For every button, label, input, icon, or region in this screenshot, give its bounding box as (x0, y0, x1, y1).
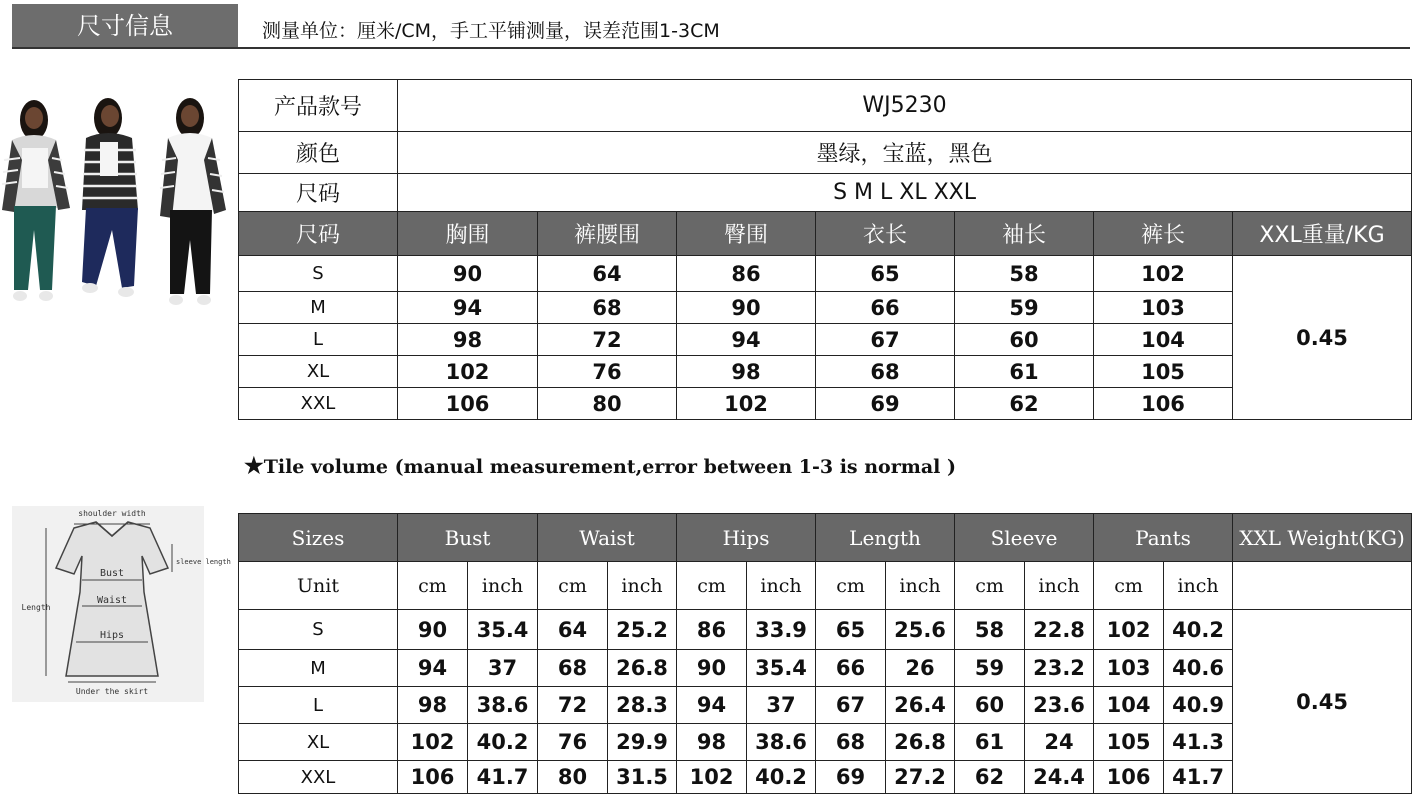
cn-size-table (238, 79, 1412, 420)
value-cell: 35.4 (468, 610, 538, 650)
cn-header-cell: 尺码 (239, 212, 398, 256)
size-cell: L (239, 687, 398, 724)
value-cell: 65 (816, 256, 955, 292)
value-cell: 60 (955, 324, 1094, 356)
value-cell: 29.9 (608, 724, 677, 761)
size-cell: S (239, 610, 398, 650)
color-label: 颜色 (239, 132, 398, 174)
value-cell: 64 (538, 256, 677, 292)
unit-cm: cm (677, 562, 747, 610)
value-cell: 72 (538, 687, 608, 724)
product-photo (0, 90, 232, 320)
product-code-value: WJ5230 (398, 80, 1412, 132)
weight-cell: 0.45 (1233, 256, 1412, 420)
value-cell: 98 (677, 724, 747, 761)
value-cell: 90 (398, 610, 468, 650)
value-cell: 41.7 (1164, 761, 1233, 794)
value-cell: 67 (816, 324, 955, 356)
value-cell: 69 (816, 761, 886, 794)
size-cell: XXL (239, 761, 398, 794)
size-label: 尺码 (239, 174, 398, 212)
value-cell: 103 (1094, 292, 1233, 324)
value-cell: 40.9 (1164, 687, 1233, 724)
weight-cell: 0.45 (1233, 610, 1412, 794)
unit-cm: cm (538, 562, 608, 610)
value-cell: 66 (816, 292, 955, 324)
en-header-cell: XXL Weight(KG) (1233, 514, 1412, 562)
value-cell: 23.6 (1025, 687, 1094, 724)
value-cell: 106 (398, 388, 538, 420)
table-row (239, 610, 1412, 650)
value-cell: 27.2 (886, 761, 955, 794)
en-header-cell: Hips (677, 514, 816, 562)
unit-inch: inch (747, 562, 816, 610)
value-cell: 98 (677, 356, 816, 388)
size-cell: XL (239, 356, 398, 388)
value-cell: 80 (538, 761, 608, 794)
value-cell: 86 (677, 610, 747, 650)
value-cell: 38.6 (747, 724, 816, 761)
size-cell: M (239, 292, 398, 324)
value-cell: 102 (398, 356, 538, 388)
unit-row (239, 562, 1412, 610)
size-cell: XXL (239, 388, 398, 420)
row-size-list (239, 174, 1412, 212)
english-note (244, 453, 956, 479)
value-cell: 68 (538, 292, 677, 324)
measurement-diagram (12, 506, 231, 702)
model-blue (82, 98, 138, 297)
value-cell: 90 (677, 650, 747, 687)
unit-inch: inch (608, 562, 677, 610)
diagram-label-bust: Bust (99, 568, 125, 579)
cn-header-cell: 臀围 (677, 212, 816, 256)
model-green (2, 100, 70, 301)
value-cell: 105 (1094, 356, 1233, 388)
value-cell: 106 (1094, 761, 1164, 794)
value-cell: 94 (677, 687, 747, 724)
diagram-label-sleeve: sleeve length (176, 558, 231, 566)
row-product-code (239, 80, 1412, 132)
value-cell: 40.2 (747, 761, 816, 794)
value-cell: 104 (1094, 687, 1164, 724)
diagram-label-shoulder: shoulder width (78, 509, 146, 518)
row-color (239, 132, 1412, 174)
unit-cm: cm (816, 562, 886, 610)
cn-header-row (239, 212, 1412, 256)
value-cell: 102 (677, 761, 747, 794)
value-cell: 105 (1094, 724, 1164, 761)
product-code-label: 产品款号 (239, 80, 398, 132)
value-cell: 23.2 (1025, 650, 1094, 687)
diagram-label-hips: Hips (99, 630, 125, 641)
header-divider (12, 47, 1410, 49)
value-cell: 62 (955, 388, 1094, 420)
value-cell: 26.4 (886, 687, 955, 724)
value-cell: 98 (398, 324, 538, 356)
unit-label: Unit (239, 562, 398, 610)
value-cell: 102 (1094, 610, 1164, 650)
value-cell: 40.2 (468, 724, 538, 761)
value-cell: 102 (677, 388, 816, 420)
value-cell: 58 (955, 256, 1094, 292)
en-header-cell: Sleeve (955, 514, 1094, 562)
value-cell: 76 (538, 724, 608, 761)
value-cell: 59 (955, 292, 1094, 324)
value-cell: 72 (538, 324, 677, 356)
value-cell: 62 (955, 761, 1025, 794)
cn-header-cell: XXL重量/KG (1233, 212, 1412, 256)
value-cell: 67 (816, 687, 886, 724)
value-cell: 25.6 (886, 610, 955, 650)
value-cell: 61 (955, 724, 1025, 761)
value-cell: 31.5 (608, 761, 677, 794)
value-cell: 59 (955, 650, 1025, 687)
value-cell: 24.4 (1025, 761, 1094, 794)
model-black (160, 98, 226, 305)
en-header-row (239, 514, 1412, 562)
value-cell: 37 (468, 650, 538, 687)
value-cell: 106 (1094, 388, 1233, 420)
value-cell: 94 (398, 292, 538, 324)
color-value: 墨绿，宝蓝，黑色 (398, 132, 1412, 174)
star-icon: ★ (244, 453, 264, 479)
value-cell: 40.6 (1164, 650, 1233, 687)
unit-inch: inch (886, 562, 955, 610)
value-cell: 35.4 (747, 650, 816, 687)
value-cell: 98 (398, 687, 468, 724)
value-cell: 38.6 (468, 687, 538, 724)
diagram-label-length: Length (21, 603, 51, 612)
unit-inch: inch (468, 562, 538, 610)
measurement-note: 测量单位：厘米/CM，手工平铺测量，误差范围1-3CM (262, 20, 720, 42)
value-cell: 90 (398, 256, 538, 292)
value-cell: 103 (1094, 650, 1164, 687)
value-cell: 25.2 (608, 610, 677, 650)
value-cell: 60 (955, 687, 1025, 724)
value-cell: 68 (816, 724, 886, 761)
value-cell: 65 (816, 610, 886, 650)
table-row (239, 256, 1412, 292)
value-cell: 94 (677, 324, 816, 356)
cn-header-cell: 袖长 (955, 212, 1094, 256)
value-cell: 37 (747, 687, 816, 724)
diagram-label-under: Under the skirt (75, 687, 149, 696)
size-cell: S (239, 256, 398, 292)
value-cell: 28.3 (608, 687, 677, 724)
unit-cm: cm (955, 562, 1025, 610)
size-cell: L (239, 324, 398, 356)
size-cell: M (239, 650, 398, 687)
unit-cm: cm (1094, 562, 1164, 610)
value-cell: 24 (1025, 724, 1094, 761)
size-value: S M L XL XXL (398, 174, 1412, 212)
value-cell: 41.7 (468, 761, 538, 794)
value-cell: 26 (886, 650, 955, 687)
en-header-cell: Sizes (239, 514, 398, 562)
unit-cm: cm (398, 562, 468, 610)
unit-empty (1233, 562, 1412, 610)
value-cell: 41.3 (1164, 724, 1233, 761)
value-cell: 26.8 (886, 724, 955, 761)
cn-header-cell: 裤腰围 (538, 212, 677, 256)
value-cell: 90 (677, 292, 816, 324)
en-header-cell: Pants (1094, 514, 1233, 562)
en-size-table (238, 513, 1412, 794)
value-cell: 69 (816, 388, 955, 420)
size-cell: XL (239, 724, 398, 761)
en-header-cell: Length (816, 514, 955, 562)
value-cell: 61 (955, 356, 1094, 388)
en-header-cell: Bust (398, 514, 538, 562)
value-cell: 22.8 (1025, 610, 1094, 650)
value-cell: 58 (955, 610, 1025, 650)
value-cell: 68 (816, 356, 955, 388)
value-cell: 80 (538, 388, 677, 420)
cn-header-cell: 衣长 (816, 212, 955, 256)
value-cell: 26.8 (608, 650, 677, 687)
value-cell: 76 (538, 356, 677, 388)
value-cell: 66 (816, 650, 886, 687)
cn-header-cell: 胸围 (398, 212, 538, 256)
value-cell: 102 (1094, 256, 1233, 292)
value-cell: 64 (538, 610, 608, 650)
value-cell: 86 (677, 256, 816, 292)
value-cell: 33.9 (747, 610, 816, 650)
english-note-text: Tile volume (manual measurement,error between 1-3 is normal ) (263, 456, 956, 478)
unit-inch: inch (1025, 562, 1094, 610)
value-cell: 104 (1094, 324, 1233, 356)
value-cell: 40.2 (1164, 610, 1233, 650)
value-cell: 68 (538, 650, 608, 687)
cn-header-cell: 裤长 (1094, 212, 1233, 256)
section-title: 尺寸信息 (12, 4, 238, 48)
value-cell: 102 (398, 724, 468, 761)
value-cell: 94 (398, 650, 468, 687)
diagram-label-waist: Waist (96, 595, 128, 606)
value-cell: 106 (398, 761, 468, 794)
en-header-cell: Waist (538, 514, 677, 562)
unit-inch: inch (1164, 562, 1233, 610)
